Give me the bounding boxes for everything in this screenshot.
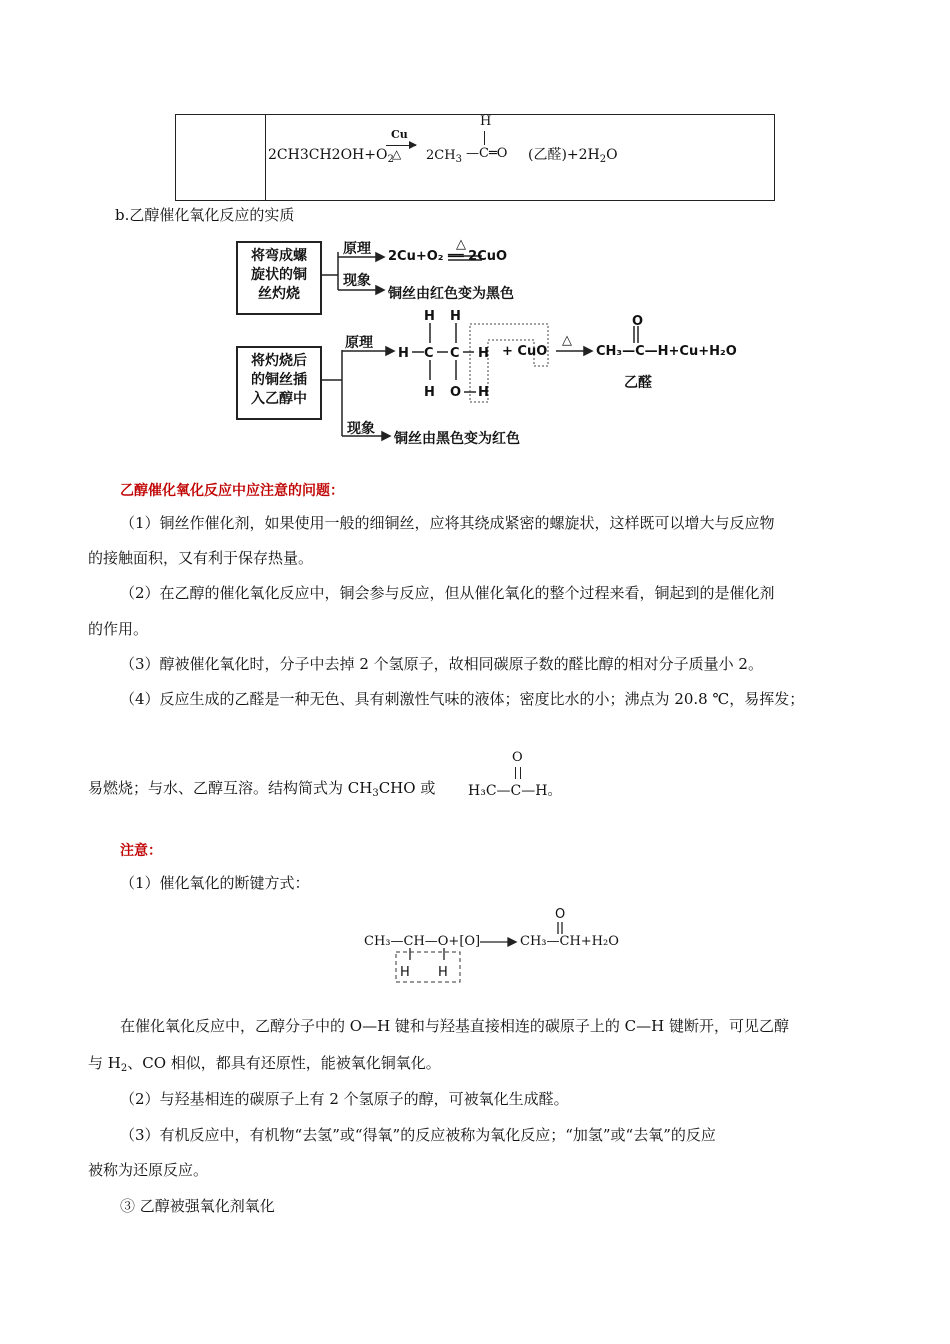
- svg-text:O: O: [555, 907, 566, 922]
- phenomenon-label-1: 现象: [343, 273, 371, 289]
- svg-text:C: C: [424, 346, 434, 361]
- caution-item-3b: 被称为还原反应。: [88, 1161, 209, 1179]
- cuo-label: + CuO: [502, 344, 548, 359]
- table-product-name: (乙醛)$+2H_2O$: [528, 147, 618, 165]
- svg-text:H: H: [424, 309, 435, 324]
- table-product: $2CH_3$: [426, 148, 462, 165]
- principle-label-2: 原理: [345, 335, 373, 351]
- structure-formula: H₃C—C—H。: [468, 783, 562, 799]
- phenomenon-2: 铜丝由黑色变为红色: [394, 431, 520, 447]
- principle-label-1: 原理: [343, 241, 371, 257]
- diagram-connectors: [0, 0, 950, 460]
- heat-label-2: △: [562, 333, 572, 348]
- structure-O: O: [512, 750, 523, 765]
- reaction2-name: 乙醛: [624, 375, 652, 391]
- phenomenon-label-2: 现象: [347, 421, 375, 437]
- svg-text:H: H: [478, 346, 489, 361]
- diagram-box-1: 将弯成螺 旋状的铜 丝灼烧: [236, 241, 322, 315]
- svg-text:H: H: [400, 965, 410, 980]
- note-2a: （2）在乙醇的催化氧化反应中，铜会参与反应，但从催化氧化的整个过程来看，铜起到的是催化剂: [120, 584, 775, 602]
- caution-item-1: （1）催化氧化的断键方式：: [120, 874, 310, 892]
- note-4-continued: 易燃烧；与水、乙醇互溶。结构简式为 $CH_3CHO$ 或: [88, 779, 436, 799]
- svg-text:H: H: [398, 346, 409, 361]
- structure-double-bond: [515, 767, 521, 779]
- svg-text:O: O: [450, 385, 462, 400]
- reaction2-product: CH₃—C—H+Cu+H₂O: [596, 344, 737, 359]
- principle-1: 2Cu+O₂ ══ 2CuO: [388, 249, 508, 264]
- svg-text:H: H: [450, 309, 461, 324]
- svg-text:H: H: [438, 965, 448, 980]
- table-equation-left: $2CH3CH2OH+O_2$: [268, 147, 394, 165]
- svg-text:H: H: [424, 385, 435, 400]
- note-3: （3）醇被催化氧化时，分子中去掉 2 个氢原子，故相同碳原子数的醛比醇的相对分子质量小 2。: [120, 655, 763, 673]
- svg-text:O: O: [632, 314, 644, 329]
- diagram-box-2: 将灼烧后 的铜丝插 入乙醇中: [236, 346, 322, 420]
- caution-item-2: （2）与羟基相连的碳原子上有 2 个氢原子的醇，可被氧化生成醛。: [120, 1090, 569, 1108]
- scheme-right: CH₃—CH+H₂O: [520, 934, 619, 949]
- section-3-title: ③ 乙醇被强氧化剂氧化: [120, 1197, 275, 1215]
- catalyst-label: Cu: [391, 128, 408, 141]
- note-2b: 的作用。: [88, 620, 149, 638]
- svg-text:H: H: [478, 385, 489, 400]
- caution-para-2: 与 $H_2$、CO 相似，都具有还原性，能被氧化铜氧化。: [88, 1054, 441, 1074]
- aldehyde-H: H: [480, 114, 492, 129]
- notes-title: 乙醇催化氧化反应中应注意的问题：: [120, 483, 344, 499]
- svg-text:C: C: [450, 346, 460, 361]
- caution-item-3a: （3）有机反应中，有机物“去氢”或“得氧”的反应被称为氧化反应；“加氢”或“去氧”的反应: [120, 1126, 716, 1144]
- caution-para-1: 在催化氧化反应中，乙醇分子中的 O—H 键和与羟基直接相连的碳原子上的 C—H 键断开，可见乙醇: [120, 1017, 790, 1035]
- caution-title: 注意：: [120, 843, 162, 859]
- heat-label-1: △: [456, 237, 466, 252]
- aldehyde-CO: —C═O: [466, 146, 508, 161]
- note-1b: 的接触面积，又有利于保存热量。: [88, 549, 314, 567]
- note-1a: （1）铜丝作催化剂，如果使用一般的细铜丝，应将其绕成紧密的螺旋状，这样既可以增大与反应物: [120, 514, 775, 532]
- heat-label: △: [392, 147, 402, 161]
- note-4: （4）反应生成的乙醛是一种无色、具有刺激性气味的液体；密度比水的小；沸点为 20.8 ℃，易挥发；: [120, 690, 805, 708]
- scheme-left: CH₃—CH—O+[O]: [364, 934, 481, 949]
- phenomenon-1: 铜丝由红色变为黑色: [388, 286, 514, 302]
- section-b-title: b.乙醇催化氧化反应的实质: [115, 206, 295, 224]
